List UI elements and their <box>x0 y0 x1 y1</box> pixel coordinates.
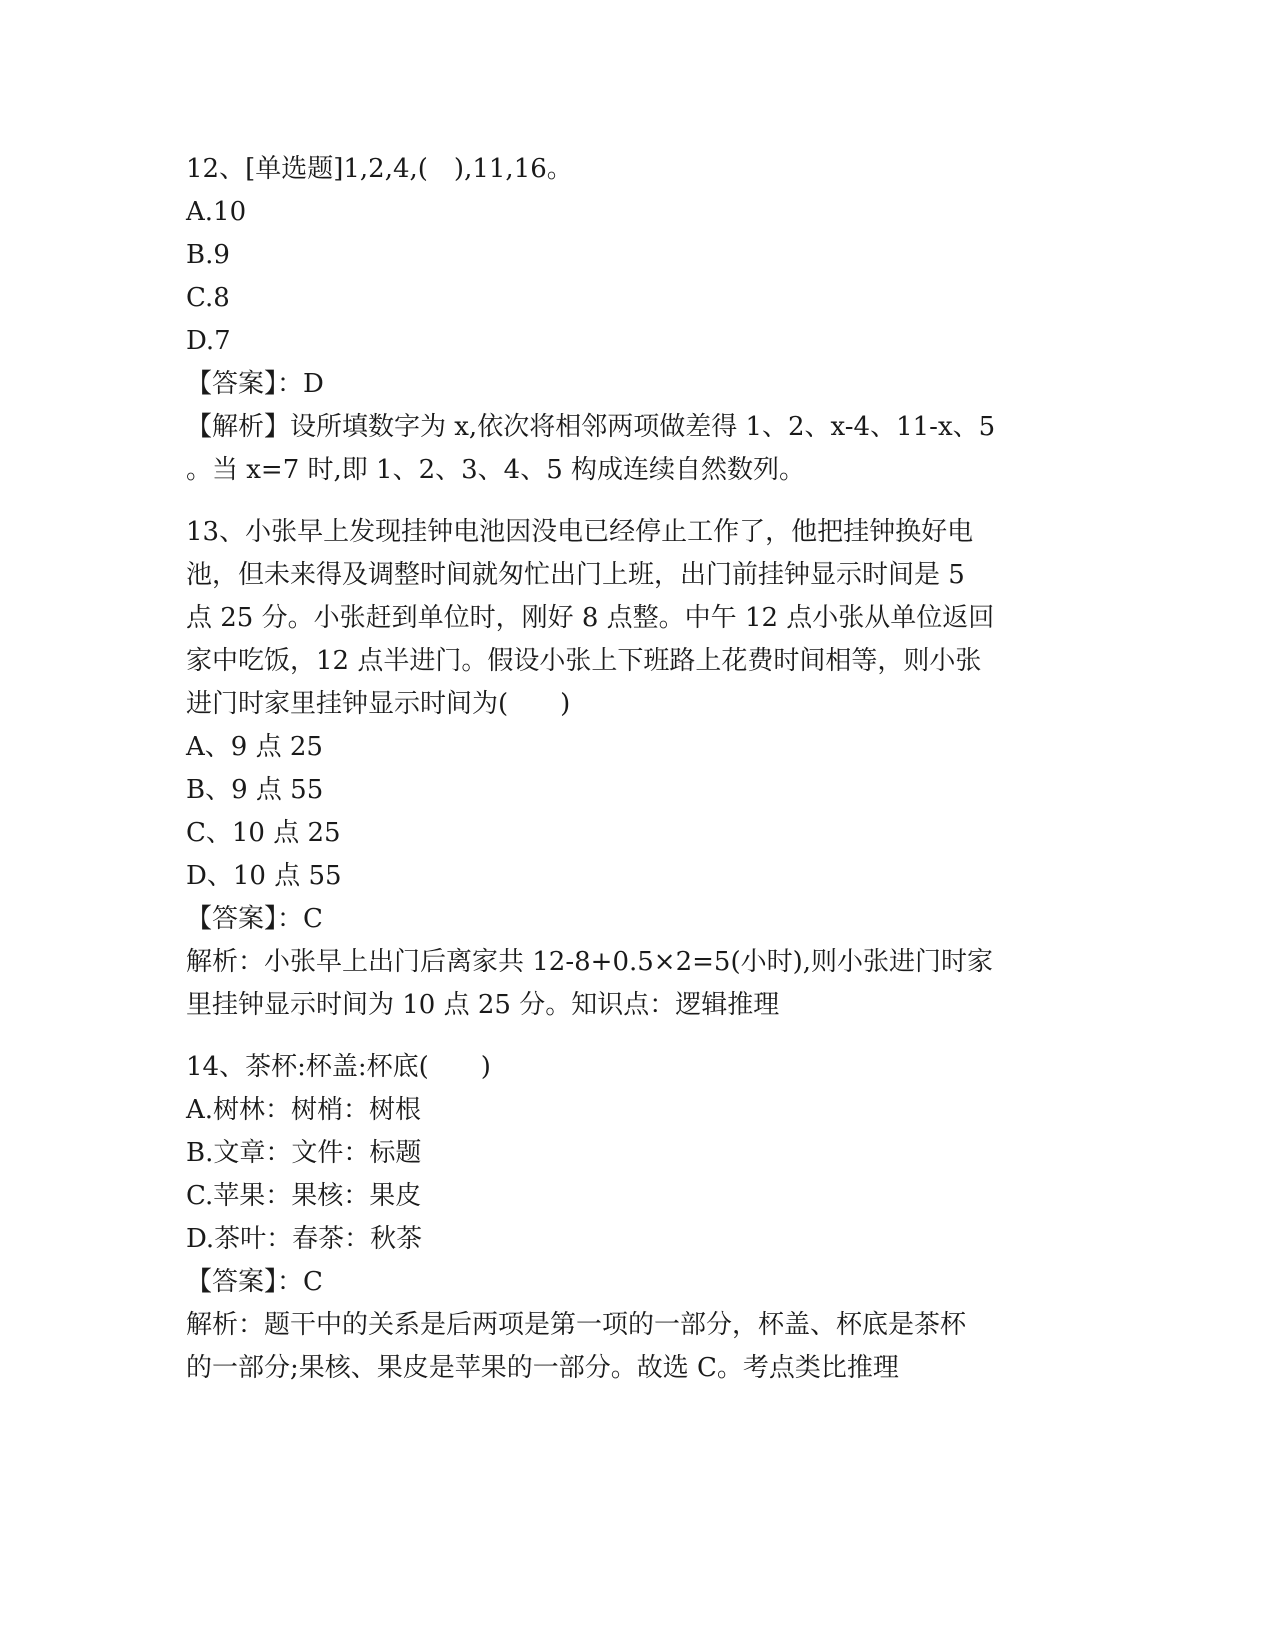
option-c: C.苹果：果核：果皮 <box>186 1181 422 1211</box>
option-a: A.10 <box>186 197 247 227</box>
analysis-line: 解析：题干中的关系是后两项是第一项的一部分，杯盖、杯底是茶杯 <box>186 1310 967 1340</box>
option-d: D.茶叶：春茶：秋茶 <box>186 1224 423 1254</box>
answer: 【答案】：C <box>186 1267 323 1297</box>
page-content <box>186 148 1086 1390</box>
option-c: C.8 <box>186 283 230 313</box>
answer: 【答案】：C <box>186 904 323 934</box>
analysis-line: 的一部分;果核、果皮是苹果的一部分。故选 C。考点类比推理 <box>186 1353 899 1383</box>
question-12 <box>186 148 1086 492</box>
question-stem: 14、茶杯:杯盖:杯底( ) <box>186 1052 491 1082</box>
analysis-line: 里挂钟显示时间为 10 点 25 分。知识点：逻辑推理 <box>186 990 780 1020</box>
analysis-line: 解析：小张早上出门后离家共 12-8+0.5×2=5(小时),则小张进门时家 <box>186 947 994 977</box>
option-d: D、10 点 55 <box>186 861 342 891</box>
question-13 <box>186 511 1086 1027</box>
question-gap <box>186 1027 1086 1046</box>
option-b: B.文章：文件：标题 <box>186 1138 422 1168</box>
question-gap <box>186 492 1086 511</box>
option-d: D.7 <box>186 326 231 356</box>
option-a: A.树林：树梢：树根 <box>186 1095 422 1125</box>
option-a: A、9 点 25 <box>186 732 323 762</box>
option-b: B、9 点 55 <box>186 775 324 805</box>
question-stem: 池，但未来得及调整时间就匆忙出门上班，出门前挂钟显示时间是 5 <box>186 560 965 590</box>
question-stem: 13、小张早上发现挂钟电池因没电已经停止工作了，他把挂钟换好电 <box>186 517 974 547</box>
question-stem: 12、[单选题]1,2,4,( ),11,16。 <box>186 154 573 184</box>
option-c: C、10 点 25 <box>186 818 341 848</box>
question-stem: 家中吃饭，12 点半进门。假设小张上下班路上花费时间相等，则小张 <box>186 646 982 676</box>
answer: 【答案】：D <box>186 369 324 399</box>
question-stem: 点 25 分。小张赶到单位时，刚好 8 点整。中午 12 点小张从单位返回 <box>186 603 995 633</box>
analysis-line: 【解析】设所填数字为 x,依次将相邻两项做差得 1、2、x-4、11-x、5 <box>186 412 996 442</box>
option-b: B.9 <box>186 240 230 270</box>
question-14 <box>186 1046 1086 1390</box>
question-stem: 进门时家里挂钟显示时间为( ) <box>186 689 571 719</box>
analysis-line: 。当 x=7 时,即 1、2、3、4、5 构成连续自然数列。 <box>186 455 806 485</box>
